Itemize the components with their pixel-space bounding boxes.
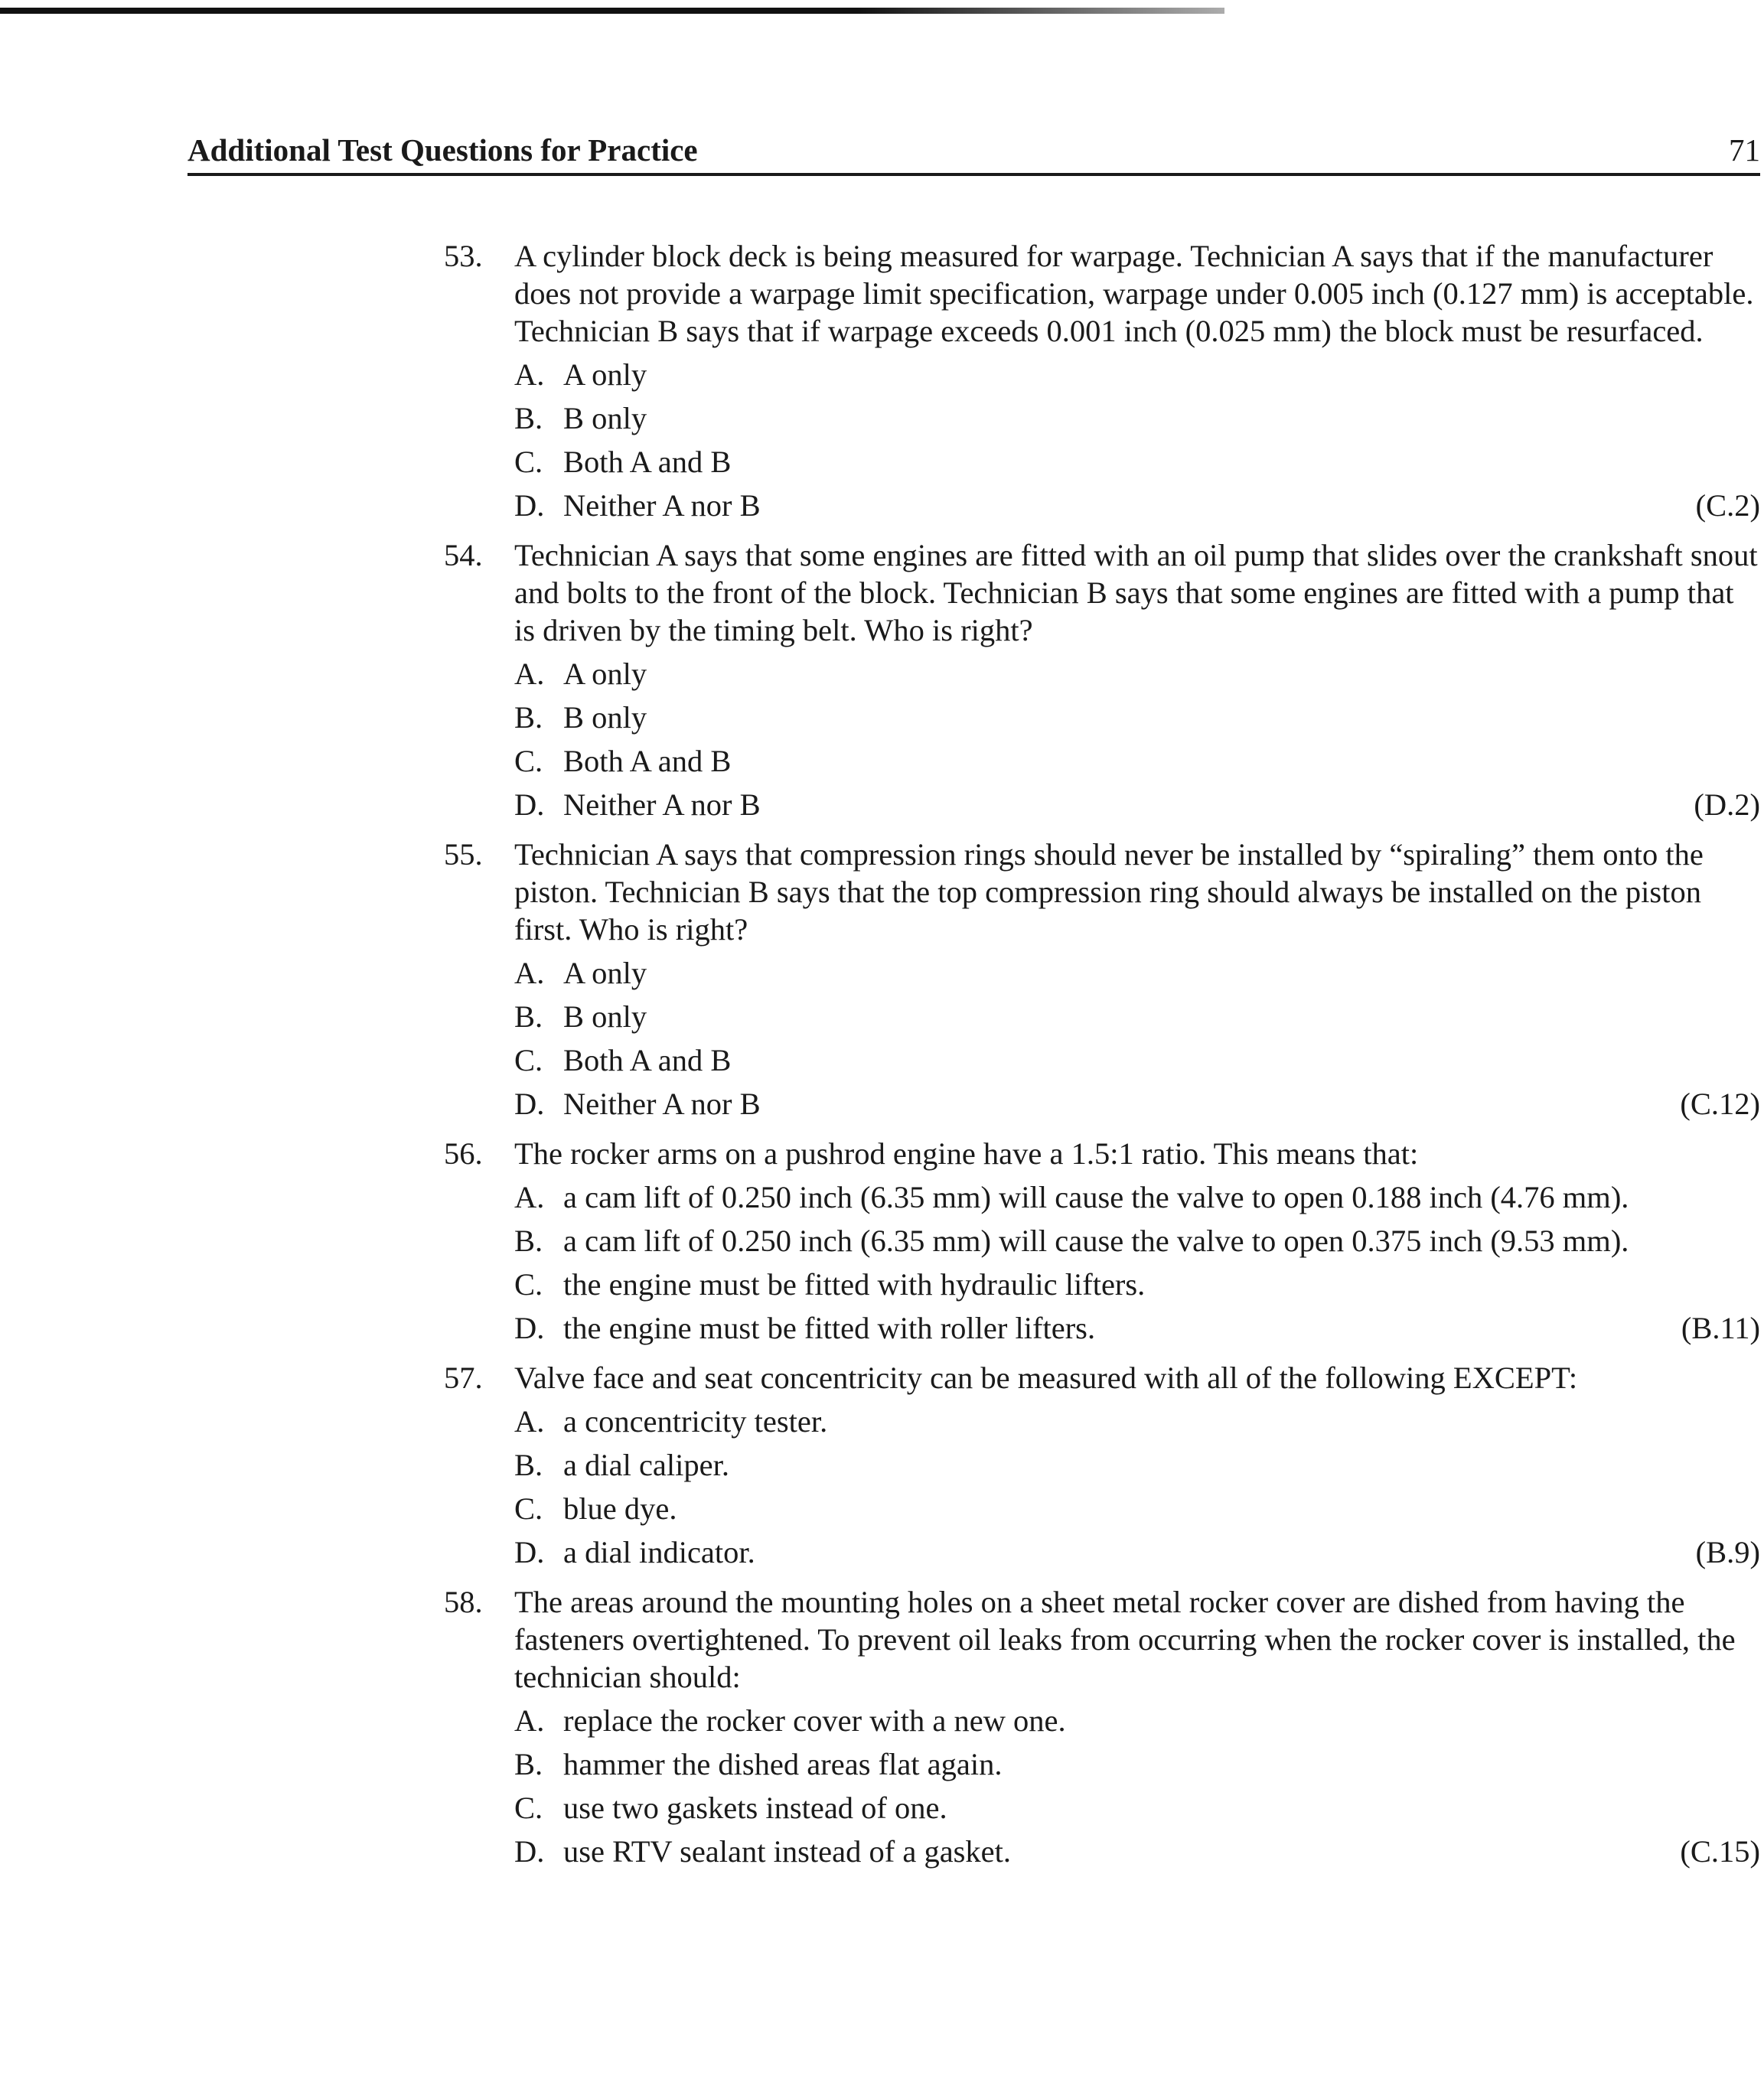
option-letter: A. bbox=[514, 1404, 545, 1439]
question-number: 55. bbox=[444, 837, 483, 872]
answer-option bbox=[514, 1085, 1760, 1123]
task-reference: (B.11) bbox=[1681, 1311, 1760, 1345]
task-reference: (C.12) bbox=[1680, 1087, 1760, 1121]
task-reference: (D.2) bbox=[1694, 787, 1760, 822]
answer-option bbox=[514, 742, 1760, 780]
question-stem bbox=[444, 237, 1760, 350]
question-number: 54. bbox=[444, 538, 483, 572]
option-text: a cam lift of 0.250 inch (6.35 mm) will cause the valve to open 0.375 inch (9.53 mm). bbox=[563, 1224, 1629, 1258]
option-letter: A. bbox=[514, 1703, 545, 1738]
question-stem bbox=[444, 836, 1760, 948]
answer-option bbox=[514, 1178, 1760, 1216]
option-letter: C. bbox=[514, 1491, 543, 1526]
option-text: the engine must be fitted with hydraulic lifters. bbox=[563, 1267, 1146, 1302]
option-text: the engine must be fitted with roller lifters. bbox=[563, 1311, 1096, 1345]
question-text: Technician A says that compression rings should never be installed by “spiraling” them onto the piston. Technician B says that the top compression ring should always be installed on the piston first. Who is right? bbox=[514, 837, 1704, 947]
answer-option bbox=[514, 399, 1760, 437]
page-number: 71 bbox=[1729, 132, 1760, 168]
option-text: Neither A nor B bbox=[563, 1087, 761, 1121]
answer-option bbox=[514, 356, 1760, 393]
task-reference: (C.15) bbox=[1680, 1834, 1760, 1869]
question-item bbox=[444, 1359, 1760, 1571]
answer-option bbox=[514, 1533, 1760, 1571]
option-text: Both A and B bbox=[563, 1043, 732, 1077]
option-letter: B. bbox=[514, 1448, 543, 1482]
question-number: 57. bbox=[444, 1361, 483, 1395]
option-letter: D. bbox=[514, 1535, 545, 1569]
answer-option bbox=[514, 786, 1760, 823]
answer-option bbox=[514, 1702, 1760, 1739]
option-letter: C. bbox=[514, 445, 543, 479]
answer-options bbox=[514, 1702, 1760, 1870]
option-letter: C. bbox=[514, 744, 543, 778]
answer-option bbox=[514, 998, 1760, 1035]
option-text: A only bbox=[563, 657, 647, 691]
answer-options bbox=[514, 954, 1760, 1123]
option-text: B only bbox=[563, 700, 647, 735]
question-item bbox=[444, 237, 1760, 524]
option-letter: C. bbox=[514, 1791, 543, 1825]
option-text: A only bbox=[563, 956, 647, 990]
header-rule bbox=[187, 173, 1760, 176]
question-text: The rocker arms on a pushrod engine have a 1.5:1 ratio. This means that: bbox=[514, 1136, 1419, 1171]
option-letter: B. bbox=[514, 700, 543, 735]
option-letter: D. bbox=[514, 787, 545, 822]
option-text: Neither A nor B bbox=[563, 488, 761, 523]
answer-option bbox=[514, 1833, 1760, 1870]
option-text: a concentricity tester. bbox=[563, 1404, 828, 1439]
option-text: Neither A nor B bbox=[563, 787, 761, 822]
option-letter: D. bbox=[514, 1834, 545, 1869]
option-text: a cam lift of 0.250 inch (6.35 mm) will cause the valve to open 0.188 inch (4.76 mm). bbox=[563, 1180, 1629, 1214]
option-text: a dial caliper. bbox=[563, 1448, 730, 1482]
question-item bbox=[444, 536, 1760, 823]
answer-option bbox=[514, 655, 1760, 693]
answer-option bbox=[514, 1789, 1760, 1827]
answer-option bbox=[514, 1222, 1760, 1260]
answer-options bbox=[514, 1178, 1760, 1347]
option-letter: C. bbox=[514, 1267, 543, 1302]
question-text: The areas around the mounting holes on a sheet metal rocker cover are dished from having the fasteners overtightened. To prevent oil leaks from occurring when the rocker cover is installed, the technician should: bbox=[514, 1585, 1736, 1694]
question-text: Technician A says that some engines are fitted with an oil pump that slides over the crankshaft snout and bolts to the front of the block. Technician B says that some engines are fitted with a pump that is driven by the timing belt. Who is right? bbox=[514, 538, 1758, 647]
option-text: blue dye. bbox=[563, 1491, 677, 1526]
question-number: 58. bbox=[444, 1585, 483, 1619]
answer-option bbox=[514, 443, 1760, 481]
option-letter: B. bbox=[514, 1747, 543, 1781]
top-rule bbox=[0, 8, 1224, 14]
answer-option bbox=[514, 1490, 1760, 1527]
answer-option bbox=[514, 1446, 1760, 1484]
answer-option bbox=[514, 1309, 1760, 1347]
answer-options bbox=[514, 655, 1760, 823]
option-letter: C. bbox=[514, 1043, 543, 1077]
option-text: hammer the dished areas flat again. bbox=[563, 1747, 1003, 1781]
option-text: A only bbox=[563, 357, 647, 392]
option-text: Both A and B bbox=[563, 744, 732, 778]
question-stem bbox=[444, 1135, 1760, 1172]
option-text: B only bbox=[563, 999, 647, 1034]
option-letter: A. bbox=[514, 657, 545, 691]
running-title: Additional Test Questions for Practice bbox=[187, 132, 698, 168]
answer-option bbox=[514, 699, 1760, 736]
question-item bbox=[444, 836, 1760, 1123]
answer-option bbox=[514, 1266, 1760, 1303]
option-text: use two gaskets instead of one. bbox=[563, 1791, 947, 1825]
question-number: 56. bbox=[444, 1136, 483, 1171]
option-text: Both A and B bbox=[563, 445, 732, 479]
question-text: A cylinder block deck is being measured for warpage. Technician A says that if the manufacturer does not provide a warpage limit specification, warpage under 0.005 inch (0.127 mm) is acceptable. Technician B says that if warpage exceeds 0.001 inch (0.025 mm) the block must be resurfaced. bbox=[514, 239, 1754, 348]
question-item bbox=[444, 1583, 1760, 1870]
option-text: B only bbox=[563, 401, 647, 435]
question-stem bbox=[444, 1583, 1760, 1696]
option-letter: A. bbox=[514, 1180, 545, 1214]
question-text: Valve face and seat concentricity can be measured with all of the following EXCEPT: bbox=[514, 1361, 1578, 1395]
task-reference: (B.9) bbox=[1695, 1535, 1760, 1569]
answer-option bbox=[514, 1403, 1760, 1440]
option-letter: D. bbox=[514, 1087, 545, 1121]
question-stem bbox=[444, 536, 1760, 649]
task-reference: (C.2) bbox=[1695, 488, 1760, 523]
answer-option bbox=[514, 954, 1760, 992]
answer-option bbox=[514, 1745, 1760, 1783]
answer-option bbox=[514, 1041, 1760, 1079]
option-text: replace the rocker cover with a new one. bbox=[563, 1703, 1066, 1738]
option-letter: A. bbox=[514, 357, 545, 392]
option-letter: D. bbox=[514, 488, 545, 523]
option-letter: A. bbox=[514, 956, 545, 990]
option-text: use RTV sealant instead of a gasket. bbox=[563, 1834, 1012, 1869]
running-head bbox=[187, 122, 1760, 168]
option-letter: D. bbox=[514, 1311, 545, 1345]
option-letter: B. bbox=[514, 999, 543, 1034]
question-stem bbox=[444, 1359, 1760, 1396]
option-text: a dial indicator. bbox=[563, 1535, 755, 1569]
option-letter: B. bbox=[514, 1224, 543, 1258]
answer-options bbox=[514, 1403, 1760, 1571]
question-list bbox=[444, 237, 1760, 1882]
question-item bbox=[444, 1135, 1760, 1347]
question-number: 53. bbox=[444, 239, 483, 273]
option-letter: B. bbox=[514, 401, 543, 435]
answer-option bbox=[514, 487, 1760, 524]
answer-options bbox=[514, 356, 1760, 524]
